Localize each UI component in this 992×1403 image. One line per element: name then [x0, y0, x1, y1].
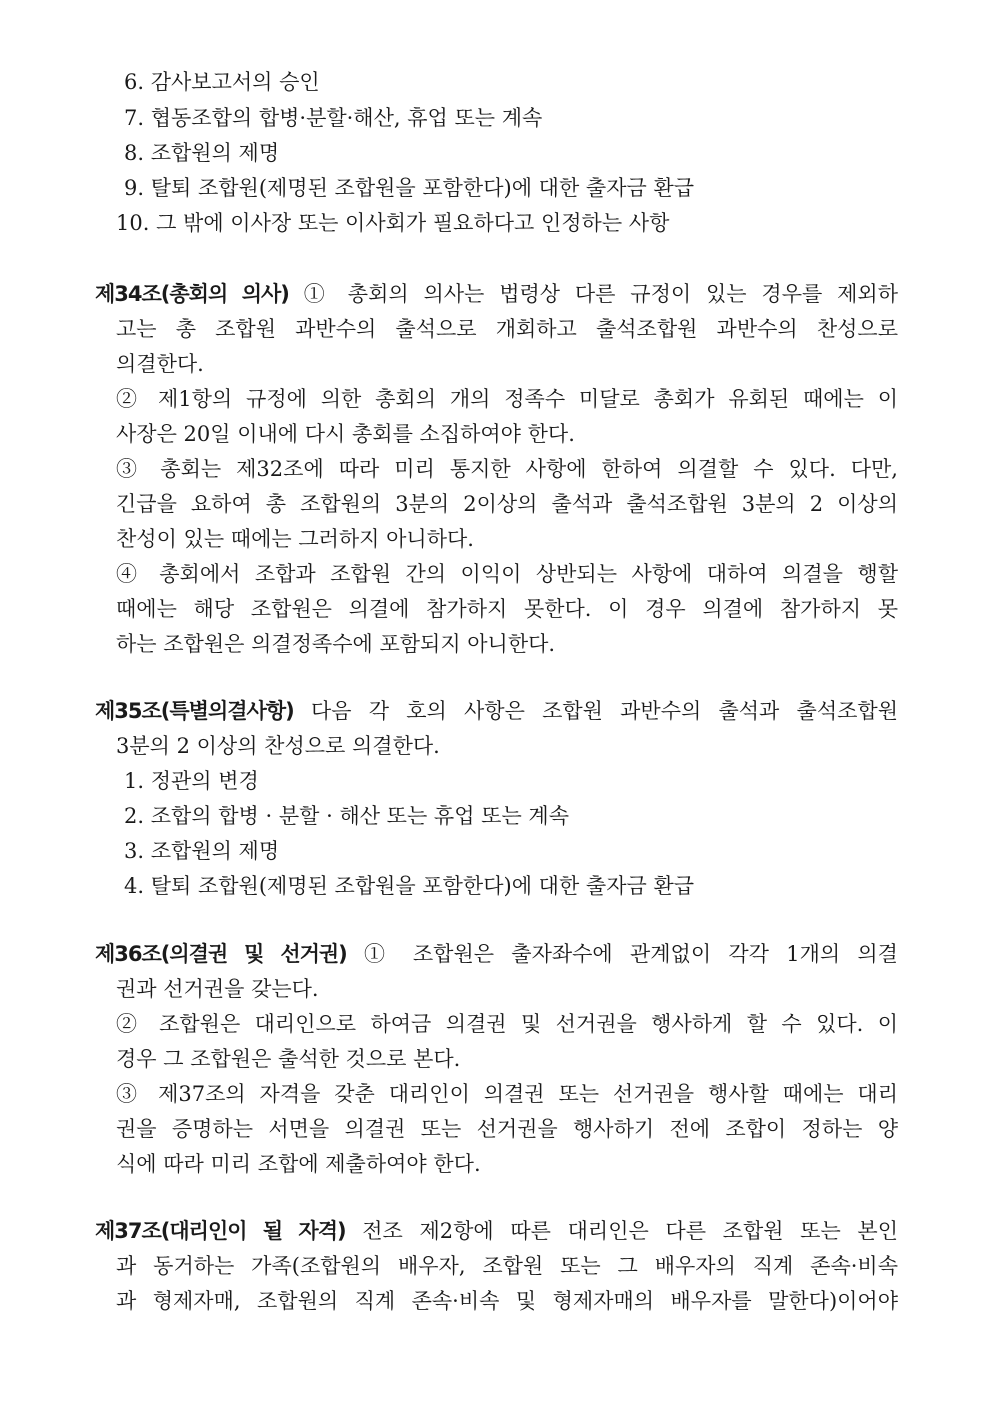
article-34-first-line [95, 277, 898, 311]
list-item: 10. 그 밖에 이사장 또는 이사회가 필요하다고 인정하는 사항 [116, 211, 670, 235]
list-item: 1. 정관의 변경 [124, 769, 259, 793]
article-37-first-line [95, 1214, 898, 1248]
list-item: 2. 조합의 합병 · 분할 · 해산 또는 휴업 또는 계속 [124, 804, 570, 828]
article-35-text: 다음 각 호의 사항은 조합원 과반수의 출석과 출석조합원 [310, 699, 898, 723]
article-35-first-line [95, 694, 898, 728]
article-34-line: 때에는 해당 조합원은 의결에 참가하지 못한다. 이 경우 의결에 참가하지 못 [116, 597, 898, 621]
article-34-line: ④ 총회에서 조합과 조합원 간의 이익이 상반되는 사항에 대하여 의결을 행할 [116, 562, 898, 586]
article-34-line: 긴급을 요하여 총 조합원의 3분의 2이상의 출석과 출석조합원 3분의 2 이상의 [116, 492, 898, 516]
article-34-line: 사장은 20일 이내에 다시 총회를 소집하여야 한다. [116, 422, 575, 446]
list-item: 8. 조합원의 제명 [124, 141, 280, 165]
article-34-title: 제34조(총회의 의사) [95, 282, 289, 306]
article-37-text: 전조 제2항에 따른 대리인은 다른 조합원 또는 본인 [362, 1219, 898, 1243]
article-37-line: 과 형제자매, 조합원의 직계 존속·비속 및 형제자매의 배우자를 말한다)이어야 [116, 1289, 898, 1313]
article-36-line: 식에 따라 미리 조합에 제출하여야 한다. [116, 1152, 481, 1176]
article-34-line: 고는 총 조합원 과반수의 출석으로 개회하고 출석조합원 과반수의 찬성으로 [116, 317, 898, 341]
list-item: 7. 협동조합의 합병·분할·해산, 휴업 또는 계속 [124, 106, 543, 130]
article-36-line: ② 조합원은 대리인으로 하여금 의결권 및 선거권을 행사하게 할 수 있다. 이 [116, 1012, 898, 1036]
list-item: 9. 탈퇴 조합원(제명된 조합원을 포함한다)에 대한 출자금 환급 [124, 176, 695, 200]
article-34-line: ② 제1항의 규정에 의한 총회의 개의 정족수 미달로 총회가 유회된 때에는 이 [116, 387, 898, 411]
list-item: 3. 조합원의 제명 [124, 839, 280, 863]
article-34-text: ① 총회의 의사는 법령상 다른 규정이 있는 경우를 제외하 [303, 282, 898, 306]
list-item: 4. 탈퇴 조합원(제명된 조합원을 포함한다)에 대한 출자금 환급 [124, 874, 695, 898]
article-36-line: 권을 증명하는 서면을 의결권 또는 선거권을 행사하기 전에 조합이 정하는 양 [116, 1117, 898, 1141]
article-37-line: 과 동거하는 가족(조합원의 배우자, 조합원 또는 그 배우자의 직계 존속·비속 [116, 1254, 898, 1278]
list-item: 6. 감사보고서의 승인 [124, 70, 320, 94]
article-37-title: 제37조(대리인이 될 자격) [95, 1219, 346, 1243]
article-36-first-line [95, 937, 898, 971]
article-36-line: 경우 그 조합원은 출석한 것으로 본다. [116, 1047, 461, 1071]
article-36-title: 제36조(의결권 및 선거권) [95, 942, 347, 966]
article-34-line: 의결한다. [116, 352, 204, 376]
article-34-line: ③ 총회는 제32조에 따라 미리 통지한 사항에 한하여 의결할 수 있다. 다만, [116, 457, 898, 481]
article-36-line: 권과 선거권을 갖는다. [116, 977, 319, 1001]
article-35-title: 제35조(특별의결사항) [95, 699, 294, 723]
article-34-line: 하는 조합원은 의결정족수에 포함되지 아니한다. [116, 632, 556, 656]
article-34-line: 찬성이 있는 때에는 그러하지 아니하다. [116, 527, 474, 551]
article-36-text: ① 조합원은 출자좌수에 관계없이 각각 1개의 의결 [364, 942, 898, 966]
article-35-line: 3분의 2 이상의 찬성으로 의결한다. [116, 734, 440, 758]
article-36-line: ③ 제37조의 자격을 갖춘 대리인이 의결권 또는 선거권을 행사할 때에는 대리 [116, 1082, 898, 1106]
